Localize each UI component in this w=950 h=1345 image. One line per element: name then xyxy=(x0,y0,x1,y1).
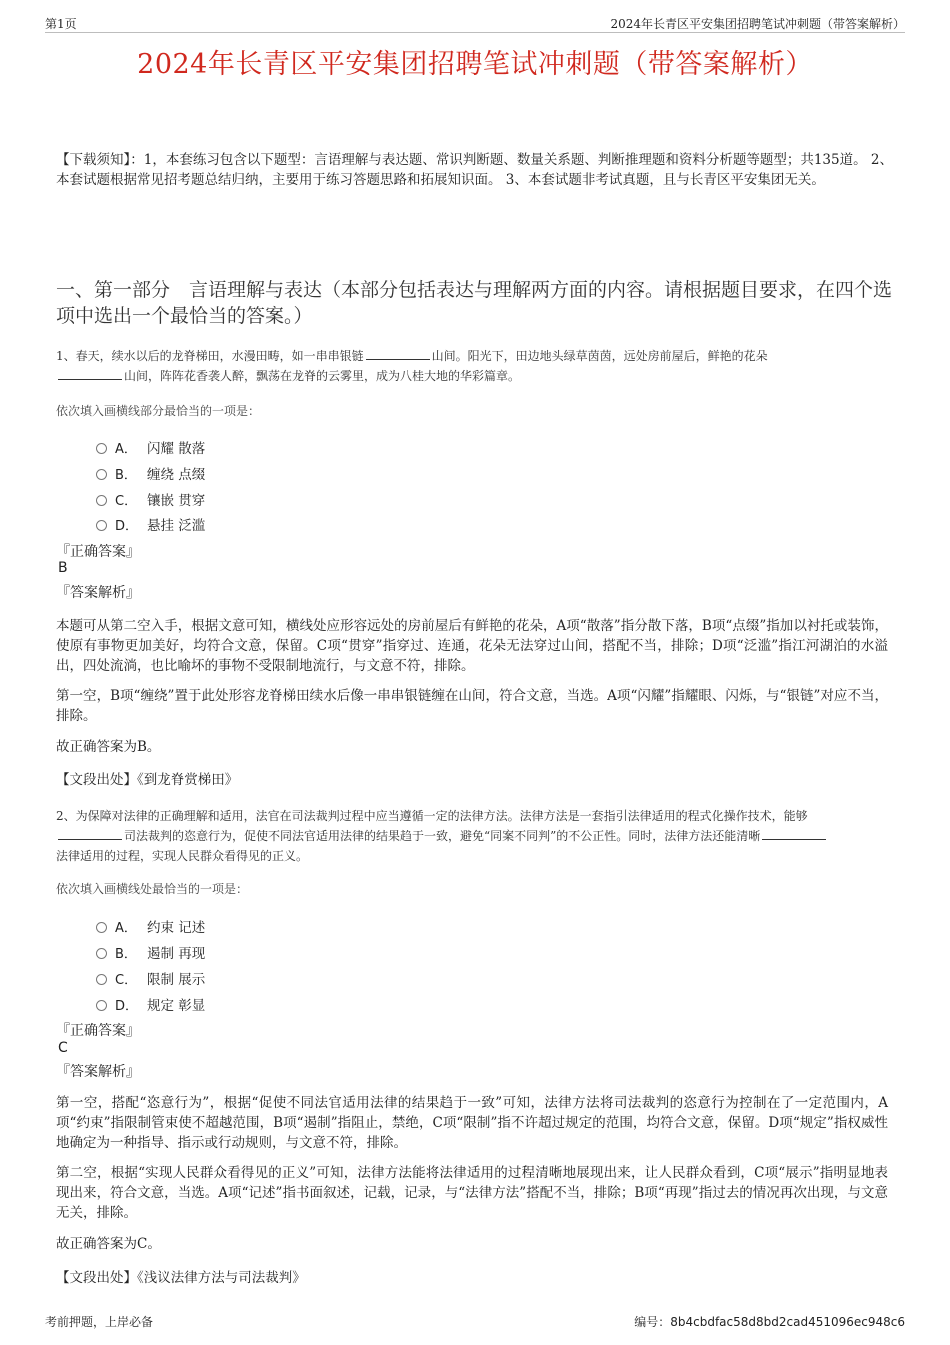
page-header xyxy=(45,14,905,33)
analysis-conclusion: 故正确答案为C。 xyxy=(56,1236,161,1252)
analysis-label: 『答案解析』 xyxy=(56,1064,140,1080)
question-1-prompt: 依次填入画横线部分最恰当的一项是： xyxy=(56,404,261,418)
page-number: 第1页 xyxy=(45,17,77,31)
footer-id: 编号：8b4cbdfac58d8bd2cad451096ec948c6 xyxy=(634,1315,905,1329)
source-citation: 【文段出处】《浅议法律方法与司法裁判》 xyxy=(56,1270,306,1286)
analysis-paragraph: 第二空，根据“实现人民群众看得见的正义”可知，法律方法能将法律适用的过程清晰地展现出来，让人民群众看到，C项“展示”指明显地表现出来，符合文意，当选。A项“记述”指书面叙述，记载，记录，与“法律方法”搭配不当，排除；B项“再现”指过去的情况再次出现，与文意无关，排除。 xyxy=(56,1165,888,1221)
correct-answer: B xyxy=(58,560,68,576)
q1-option-d[interactable]: D． 悬挂 泛滥 xyxy=(96,514,205,534)
q1-option-b[interactable]: B． 缠绕 点缀 xyxy=(96,463,205,483)
download-notice: 【下载须知】：1，本套练习包含以下题型：言语理解与表达题、常识判断题、数量关系题、判断推理题和资料分析题等题型；共135道。 2、本套试题根据常见招考题总结归纳，主要用于练习答题思路和拓展知识面。 3、本套试题非考试真题，且与长青区平安集团无关。 xyxy=(56,152,893,188)
radio-icon[interactable] xyxy=(96,974,107,985)
correct-answer-label: 『正确答案』 xyxy=(56,1023,140,1039)
correct-answer: C xyxy=(58,1040,68,1056)
radio-icon[interactable] xyxy=(96,948,107,959)
header-doc-title: 2024年长青区平安集团招聘笔试冲刺题（带答案解析） xyxy=(610,17,905,31)
radio-icon[interactable] xyxy=(96,443,107,454)
q2-option-c[interactable]: C． 限制 展示 xyxy=(96,968,205,988)
answer-blank xyxy=(762,826,826,840)
question-2-prompt: 依次填入画横线处最恰当的一项是： xyxy=(56,882,249,896)
radio-icon[interactable] xyxy=(96,495,107,506)
analysis-paragraph: 本题可从第二空入手，根据文意可知，横线处应形容远处的房前屋后有鲜艳的花朵，A项“散落”指分散下落，B项“点缀”指加以衬托或装饰，使原有事物更加美好，均符合文意，保留。C项“贯穿”指穿过、连通，花朵无法穿过山间，搭配不当，排除；D项“泛滥”指江河湖泊的水溢出，四处流淌，也比喻坏的事物不受限制地流行，与文意不符，排除。 xyxy=(56,618,888,674)
analysis-paragraph: 第一空，B项“缠绕”置于此处形容龙脊梯田续水后像一串串银链缠在山间，符合文意，当选。A项“闪耀”指耀眼、闪烁，与“银链”对应不当，排除。 xyxy=(56,688,888,724)
source-citation: 【文段出处】《到龙脊赏梯田》 xyxy=(56,772,239,788)
analysis-label: 『答案解析』 xyxy=(56,585,140,601)
radio-icon[interactable] xyxy=(96,520,107,531)
question-2-stem: 2、为保障对法律的正确理解和适用，法官在司法裁判过程中应当遵循一定的法律方法。法律方法是一套指引法律适用的程式化操作技术，能够 司法裁判的恣意行为，促使不同法官适用法律的结果趋于一致，避免“同案不同判”的不公正性。同时，法律方法还能清晰 法律适用的过程，实现人民群众看得见的正义。 xyxy=(56,806,896,866)
q2-option-b[interactable]: B． 遏制 再现 xyxy=(96,942,205,962)
answer-blank xyxy=(58,366,122,380)
answer-blank xyxy=(58,826,122,840)
q1-option-c[interactable]: C． 镶嵌 贯穿 xyxy=(96,489,205,509)
analysis-paragraph: 第一空，搭配“恣意行为”，根据“促使不同法官适用法律的结果趋于一致”可知，法律方法将司法裁判的恣意行为控制在了一定范围内，A项“约束”指限制管束使不超越范围，B项“遏制”指阻止，禁绝，C项“限制”指不许超过规定的范围，均符合文意，保留。D项“规定”指权威性地确定为一种指导、指示或行动规则，与文意不符，排除。 xyxy=(56,1095,888,1151)
answer-blank xyxy=(366,346,430,360)
radio-icon[interactable] xyxy=(96,922,107,933)
page-title: 2024年长青区平安集团招聘笔试冲刺题（带答案解析） xyxy=(137,49,813,80)
question-1-stem: 1、春天，续水以后的龙脊梯田，水漫田畴，如一串串银链 山间。阳光下，田边地头绿草茵茵，远处房前屋后，鲜艳的花朵 山间，阵阵花香袭人醉，飘荡在龙脊的云雾里，成为八桂大地的华彩篇章。 xyxy=(56,346,896,386)
q2-option-a[interactable]: A． 约束 记述 xyxy=(96,916,205,936)
correct-answer-label: 『正确答案』 xyxy=(56,544,140,560)
q1-option-a[interactable]: A． 闪耀 散落 xyxy=(96,437,205,457)
radio-icon[interactable] xyxy=(96,469,107,480)
radio-icon[interactable] xyxy=(96,1000,107,1011)
section-title: 一、第一部分 言语理解与表达（本部分包括表达与理解两方面的内容。请根据题目要求，在四个选项中选出一个最恰当的答案。） xyxy=(56,279,893,327)
footer-slogan: 考前押题，上岸必备 xyxy=(45,1315,154,1329)
analysis-conclusion: 故正确答案为B。 xyxy=(56,739,161,755)
q2-option-d[interactable]: D． 规定 彰显 xyxy=(96,994,205,1014)
